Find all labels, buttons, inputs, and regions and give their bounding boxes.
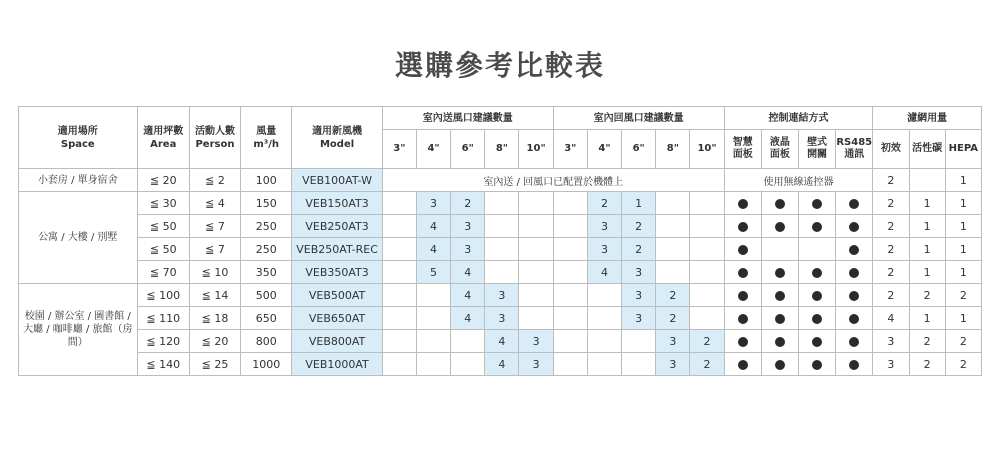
control-support-cell: [761, 284, 798, 307]
table-row: [19, 192, 982, 215]
space-cell: 小套房 / 單身宿舍: [19, 169, 138, 192]
control-support-cell: [836, 307, 873, 330]
supported-dot-icon: [775, 291, 785, 301]
supply-count-cell: 4: [451, 261, 485, 284]
control-support-cell: [761, 330, 798, 353]
return-count-cell: [622, 330, 656, 353]
filter-group-header: 濾網用量: [873, 107, 982, 130]
space-cell: 校園 / 辦公室 / 圖書館 / 大廳 / 咖啡廳 / 旅館（房間）: [19, 284, 138, 376]
person-cell: ≦ 18: [189, 307, 240, 330]
filter-cell: 2: [873, 261, 909, 284]
table-row: [19, 284, 982, 307]
area-cell: ≦ 30: [137, 192, 189, 215]
supply-group-header: 室內送風口建議數量: [382, 107, 553, 130]
airflow-cell: 150: [241, 192, 292, 215]
filter-cell: 2: [945, 284, 981, 307]
supported-dot-icon: [849, 360, 859, 370]
return-count-cell: 2: [690, 330, 724, 353]
supply-count-cell: 4: [451, 307, 485, 330]
supported-dot-icon: [812, 268, 822, 278]
return-count-cell: 3: [622, 261, 656, 284]
model-cell: VEB500AT: [292, 284, 382, 307]
filter-cell: 1: [909, 192, 945, 215]
control-type-header: 液晶 面板: [761, 130, 798, 169]
filter-cell: 1: [909, 215, 945, 238]
supply-count-cell: [485, 192, 519, 215]
supply-size-header: 6": [451, 130, 485, 169]
control-support-cell: [798, 307, 835, 330]
return-count-cell: 2: [656, 307, 690, 330]
return-count-cell: [690, 238, 724, 261]
supply-count-cell: [485, 215, 519, 238]
return-count-cell: 2: [656, 284, 690, 307]
table-row: [19, 330, 982, 353]
supply-count-cell: [382, 353, 416, 376]
return-count-cell: 2: [622, 215, 656, 238]
return-size-header: 10": [690, 130, 724, 169]
supply-count-cell: [382, 238, 416, 261]
supply-count-cell: [416, 330, 450, 353]
filter-cell: 2: [909, 330, 945, 353]
control-type-header: RS485 通訊: [836, 130, 873, 169]
table-row: [19, 307, 982, 330]
supply-count-cell: [519, 284, 553, 307]
person-cell: ≦ 7: [189, 215, 240, 238]
supported-dot-icon: [849, 199, 859, 209]
filter-cell: 3: [873, 330, 909, 353]
supply-count-cell: 4: [416, 238, 450, 261]
supply-count-cell: 3: [451, 215, 485, 238]
airflow-header: 風量 m³/h: [241, 107, 292, 169]
return-size-header: 3": [553, 130, 587, 169]
filter-type-header: 初效: [873, 130, 909, 169]
supply-count-cell: 3: [485, 284, 519, 307]
supported-dot-icon: [849, 245, 859, 255]
area-cell: ≦ 50: [137, 238, 189, 261]
filter-cell: 2: [945, 330, 981, 353]
filter-cell: 2: [873, 192, 909, 215]
return-count-cell: [622, 353, 656, 376]
area-cell: ≦ 50: [137, 215, 189, 238]
supported-dot-icon: [738, 199, 748, 209]
return-count-cell: 3: [622, 307, 656, 330]
supply-size-header: 10": [519, 130, 553, 169]
airflow-cell: 500: [241, 284, 292, 307]
comparison-table: [18, 106, 982, 376]
return-count-cell: [656, 215, 690, 238]
supported-dot-icon: [849, 268, 859, 278]
return-count-cell: 2: [587, 192, 621, 215]
person-cell: ≦ 7: [189, 238, 240, 261]
filter-cell: 1: [909, 238, 945, 261]
return-count-cell: 3: [656, 353, 690, 376]
control-support-cell: [836, 238, 873, 261]
return-count-cell: [656, 192, 690, 215]
filter-type-header: 活性碳: [909, 130, 945, 169]
supported-dot-icon: [775, 360, 785, 370]
model-header: 適用新風機 Model: [292, 107, 382, 169]
supply-count-cell: [382, 192, 416, 215]
filter-cell: [909, 169, 945, 192]
supply-size-header: 8": [485, 130, 519, 169]
supply-count-cell: [382, 284, 416, 307]
model-cell: VEB250AT-REC: [292, 238, 382, 261]
control-support-cell: [798, 330, 835, 353]
filter-cell: 1: [909, 307, 945, 330]
control-support-cell: [836, 353, 873, 376]
supported-dot-icon: [775, 337, 785, 347]
return-count-cell: [553, 284, 587, 307]
control-support-cell: [836, 215, 873, 238]
filter-cell: 1: [945, 215, 981, 238]
person-cell: ≦ 14: [189, 284, 240, 307]
return-count-cell: 4: [587, 261, 621, 284]
area-cell: ≦ 140: [137, 353, 189, 376]
supported-dot-icon: [775, 268, 785, 278]
filter-cell: 1: [909, 261, 945, 284]
supported-dot-icon: [738, 337, 748, 347]
filter-cell: 1: [945, 169, 981, 192]
supply-count-cell: [451, 330, 485, 353]
supply-count-cell: [451, 353, 485, 376]
filter-cell: 3: [873, 353, 909, 376]
return-count-cell: 1: [622, 192, 656, 215]
supply-count-cell: [416, 284, 450, 307]
return-count-cell: [553, 330, 587, 353]
return-count-cell: [587, 330, 621, 353]
supply-size-header: 4": [416, 130, 450, 169]
supply-count-cell: [416, 307, 450, 330]
table-row: [19, 238, 982, 261]
person-cell: ≦ 4: [189, 192, 240, 215]
area-cell: ≦ 110: [137, 307, 189, 330]
control-support-cell: [724, 353, 761, 376]
supported-dot-icon: [812, 291, 822, 301]
control-support-cell: [724, 238, 761, 261]
area-cell: ≦ 100: [137, 284, 189, 307]
supply-count-cell: 3: [519, 353, 553, 376]
supply-count-cell: 2: [451, 192, 485, 215]
return-count-cell: [690, 307, 724, 330]
supported-dot-icon: [849, 291, 859, 301]
control-support-cell: [724, 261, 761, 284]
control-note-cell: 使用無線遙控器: [724, 169, 873, 192]
person-cell: ≦ 2: [189, 169, 240, 192]
supported-dot-icon: [812, 360, 822, 370]
control-support-cell: [798, 284, 835, 307]
supply-count-cell: [519, 238, 553, 261]
return-count-cell: [690, 261, 724, 284]
return-count-cell: [690, 192, 724, 215]
supply-count-cell: 4: [451, 284, 485, 307]
supported-dot-icon: [738, 268, 748, 278]
supply-count-cell: 3: [416, 192, 450, 215]
return-count-cell: [553, 215, 587, 238]
return-size-header: 8": [656, 130, 690, 169]
return-count-cell: [553, 192, 587, 215]
airflow-cell: 250: [241, 215, 292, 238]
table-row: [19, 215, 982, 238]
person-cell: ≦ 20: [189, 330, 240, 353]
supply-count-cell: [519, 192, 553, 215]
supply-count-cell: [382, 261, 416, 284]
airflow-cell: 1000: [241, 353, 292, 376]
return-count-cell: [553, 261, 587, 284]
airflow-cell: 100: [241, 169, 292, 192]
control-support-cell: [836, 284, 873, 307]
page-title: 選購參考比較表: [394, 49, 605, 82]
control-support-cell: [798, 261, 835, 284]
control-support-cell: [761, 307, 798, 330]
supply-count-cell: [485, 238, 519, 261]
airflow-cell: 250: [241, 238, 292, 261]
control-support-cell: [724, 192, 761, 215]
person-header: 活動人數 Person: [189, 107, 240, 169]
supply-count-cell: [519, 261, 553, 284]
control-support-cell: [836, 330, 873, 353]
supported-dot-icon: [812, 222, 822, 232]
control-type-header: 智慧 面板: [724, 130, 761, 169]
table-row: [19, 261, 982, 284]
return-count-cell: 3: [587, 215, 621, 238]
filter-cell: 1: [945, 307, 981, 330]
supported-dot-icon: [738, 314, 748, 324]
supported-dot-icon: [812, 314, 822, 324]
return-count-cell: [587, 353, 621, 376]
control-support-cell: [798, 215, 835, 238]
control-type-header: 壁式 開關: [798, 130, 835, 169]
control-support-cell: [724, 307, 761, 330]
model-cell: VEB350AT3: [292, 261, 382, 284]
control-support-cell: [798, 353, 835, 376]
supported-dot-icon: [849, 222, 859, 232]
supply-count-cell: 3: [519, 330, 553, 353]
airflow-cell: 800: [241, 330, 292, 353]
supported-dot-icon: [738, 291, 748, 301]
filter-cell: 2: [873, 238, 909, 261]
area-cell: ≦ 70: [137, 261, 189, 284]
return-count-cell: [690, 215, 724, 238]
table-row: [19, 169, 982, 192]
control-support-cell: [836, 261, 873, 284]
control-support-cell: [761, 192, 798, 215]
return-count-cell: [553, 307, 587, 330]
return-count-cell: [553, 238, 587, 261]
supported-dot-icon: [812, 337, 822, 347]
supply-count-cell: [382, 215, 416, 238]
supply-count-cell: [382, 330, 416, 353]
return-count-cell: [690, 284, 724, 307]
supply-count-cell: [382, 307, 416, 330]
supply-count-cell: [416, 353, 450, 376]
filter-cell: 1: [945, 238, 981, 261]
supported-dot-icon: [738, 222, 748, 232]
return-count-cell: [553, 353, 587, 376]
control-support-cell: [761, 353, 798, 376]
model-cell: VEB250AT3: [292, 215, 382, 238]
return-count-cell: [587, 307, 621, 330]
airflow-cell: 650: [241, 307, 292, 330]
control-support-cell: [798, 238, 835, 261]
filter-cell: 1: [945, 261, 981, 284]
supply-count-cell: [519, 215, 553, 238]
model-cell: VEB150AT3: [292, 192, 382, 215]
area-cell: ≦ 120: [137, 330, 189, 353]
filter-cell: 2: [873, 215, 909, 238]
supported-dot-icon: [775, 314, 785, 324]
return-size-header: 6": [622, 130, 656, 169]
supported-dot-icon: [849, 314, 859, 324]
filter-cell: 2: [873, 284, 909, 307]
control-support-cell: [724, 215, 761, 238]
control-support-cell: [798, 192, 835, 215]
filter-cell: 2: [873, 169, 909, 192]
person-cell: ≦ 10: [189, 261, 240, 284]
supply-count-cell: 4: [416, 215, 450, 238]
supply-count-cell: 5: [416, 261, 450, 284]
return-group-header: 室內回風口建議數量: [553, 107, 724, 130]
vent-note-cell: 室內送 / 回風口已配置於機體上: [382, 169, 724, 192]
model-cell: VEB100AT-W: [292, 169, 382, 192]
table-body: [19, 169, 982, 376]
return-count-cell: 2: [690, 353, 724, 376]
return-count-cell: [656, 261, 690, 284]
supported-dot-icon: [775, 199, 785, 209]
space-header: 適用場所 Space: [19, 107, 138, 169]
supported-dot-icon: [812, 199, 822, 209]
supported-dot-icon: [738, 245, 748, 255]
filter-cell: 2: [909, 353, 945, 376]
control-support-cell: [761, 215, 798, 238]
model-cell: VEB800AT: [292, 330, 382, 353]
return-count-cell: 3: [656, 330, 690, 353]
return-size-header: 4": [587, 130, 621, 169]
control-support-cell: [761, 261, 798, 284]
filter-cell: 4: [873, 307, 909, 330]
table-row: [19, 353, 982, 376]
return-count-cell: 3: [622, 284, 656, 307]
supply-size-header: 3": [382, 130, 416, 169]
supported-dot-icon: [738, 360, 748, 370]
supply-count-cell: 4: [485, 353, 519, 376]
return-count-cell: [587, 284, 621, 307]
area-header: 適用坪數 Area: [137, 107, 189, 169]
supply-count-cell: 3: [451, 238, 485, 261]
filter-cell: 2: [909, 284, 945, 307]
space-cell: 公寓 / 大樓 / 別墅: [19, 192, 138, 284]
supply-count-cell: [519, 307, 553, 330]
area-cell: ≦ 20: [137, 169, 189, 192]
control-support-cell: [724, 330, 761, 353]
supported-dot-icon: [849, 337, 859, 347]
supply-count-cell: 3: [485, 307, 519, 330]
model-cell: VEB650AT: [292, 307, 382, 330]
model-cell: VEB1000AT: [292, 353, 382, 376]
filter-type-header: HEPA: [945, 130, 981, 169]
control-support-cell: [836, 192, 873, 215]
filter-cell: 2: [945, 353, 981, 376]
control-group-header: 控制連結方式: [724, 107, 873, 130]
control-support-cell: [761, 238, 798, 261]
return-count-cell: 3: [587, 238, 621, 261]
supported-dot-icon: [775, 222, 785, 232]
return-count-cell: 2: [622, 238, 656, 261]
person-cell: ≦ 25: [189, 353, 240, 376]
supply-count-cell: 4: [485, 330, 519, 353]
return-count-cell: [656, 238, 690, 261]
filter-cell: 1: [945, 192, 981, 215]
airflow-cell: 350: [241, 261, 292, 284]
control-support-cell: [724, 284, 761, 307]
supply-count-cell: [485, 261, 519, 284]
